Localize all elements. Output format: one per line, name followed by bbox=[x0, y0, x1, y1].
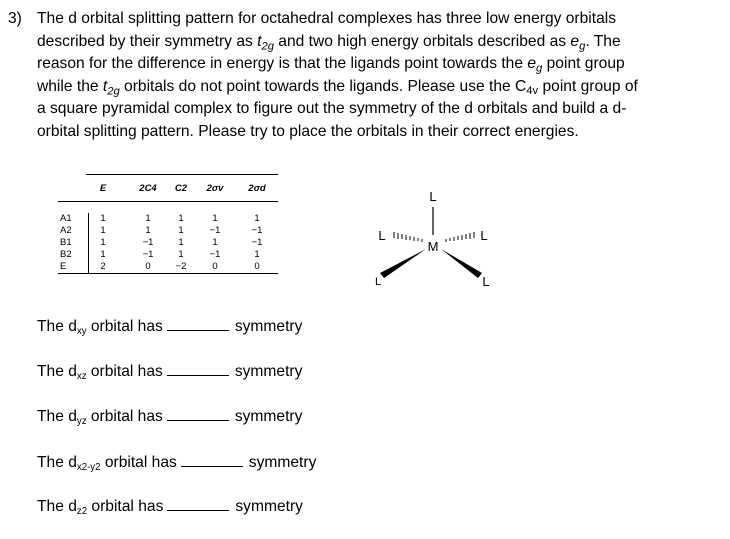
answer-blank[interactable] bbox=[167, 361, 229, 376]
question-line-5: a square pyramidal complex to figure out the symmetry of the d orbitals and build a d- bbox=[37, 100, 627, 118]
table-row bbox=[58, 261, 278, 274]
table-cell: −1 bbox=[142, 237, 154, 248]
table-cell: −1 bbox=[142, 249, 154, 260]
header-2c4: 2C4 bbox=[139, 183, 157, 194]
hashed-bond-right bbox=[446, 232, 474, 242]
table-row bbox=[58, 249, 278, 261]
question-line-6: orbital splitting pattern. Please try to place the orbitals in their correct energies. bbox=[37, 122, 579, 140]
ligand-bottom-left: L bbox=[374, 276, 382, 288]
row-label: E bbox=[60, 261, 67, 272]
row-label: A1 bbox=[60, 213, 72, 224]
ligand-left: L bbox=[378, 228, 386, 243]
table-cell: 1 bbox=[100, 249, 106, 260]
table-cell: 2 bbox=[100, 261, 106, 272]
wedge-bond-right bbox=[441, 249, 482, 278]
table-cell: 1 bbox=[100, 213, 106, 224]
metal-center: M bbox=[427, 239, 439, 254]
fill-in-dz2: The $d_{z2}$ orbital has symmetry bbox=[37, 498, 303, 517]
question-3 bbox=[8, 8, 720, 144]
ligand-bottom-right: L bbox=[482, 274, 490, 289]
table-cell: 1 bbox=[178, 237, 184, 248]
question-number: 3) bbox=[8, 10, 22, 27]
table-row bbox=[58, 213, 278, 225]
table-cell: −1 bbox=[209, 225, 221, 236]
question-line-1: The d orbital splitting pattern for octahedral complexes has three low energy orbitals bbox=[37, 10, 617, 27]
fill-in-dyz: The $d_{yz}$ orbital has symmetry bbox=[37, 408, 303, 427]
table-cell: 1 bbox=[212, 213, 218, 224]
fill-in-dxy: The $d_{xy}$ orbital has symmetry bbox=[37, 318, 303, 337]
table-top-rule bbox=[86, 174, 278, 175]
header-2sv: 2σv bbox=[206, 183, 224, 194]
table-row bbox=[58, 225, 278, 237]
table-cell: −1 bbox=[209, 249, 221, 260]
fill-in-dxz: The $d_{xz}$ orbital has symmetry bbox=[37, 363, 303, 382]
question-line-2: described by their symmetry as $t_{2g}$ and two high energy orbitals described as $e_g$. The bbox=[37, 32, 621, 52]
table-cell: −2 bbox=[175, 261, 187, 272]
table-cell: 0 bbox=[212, 261, 218, 272]
answer-blank[interactable] bbox=[181, 452, 243, 467]
table-row bbox=[58, 237, 278, 249]
wedge-bond-left bbox=[380, 249, 426, 278]
fill-in-dx2-y2: The $d_{x2-y2}$ orbital has symmetry bbox=[37, 454, 317, 473]
header-2sd: 2σd bbox=[248, 183, 266, 194]
table-cell: 0 bbox=[145, 261, 151, 272]
molecule-drawing bbox=[368, 183, 498, 295]
answer-blank[interactable] bbox=[167, 406, 229, 421]
answer-blank[interactable] bbox=[167, 496, 229, 511]
table-cell: 1 bbox=[145, 213, 151, 224]
header-c2: C2 bbox=[174, 183, 188, 194]
row-label: B2 bbox=[60, 249, 72, 260]
table-cell: 1 bbox=[254, 213, 260, 224]
question-text bbox=[37, 8, 720, 144]
table-cell: 1 bbox=[178, 225, 184, 236]
table-cell: 1 bbox=[178, 213, 184, 224]
question-line-4: while the $t_{2g}$ orbitals do not point towards the ligands. Please use the $C_{4v}$ point group of bbox=[37, 77, 638, 98]
row-label: A2 bbox=[60, 225, 72, 236]
table-cell: 1 bbox=[100, 225, 106, 236]
table-cell: 1 bbox=[254, 249, 260, 260]
table-cell: −1 bbox=[251, 237, 263, 248]
table-header-row bbox=[58, 183, 278, 202]
row-label: B1 bbox=[60, 237, 72, 248]
table-cell: 1 bbox=[212, 237, 218, 248]
table-cell: 0 bbox=[254, 261, 260, 272]
hashed-bond-left bbox=[394, 232, 422, 242]
table-cell: 1 bbox=[145, 225, 151, 236]
table-cell: 1 bbox=[100, 237, 106, 248]
header-e: E bbox=[99, 183, 107, 194]
table-cell: 1 bbox=[178, 249, 184, 260]
ligand-right: L bbox=[480, 228, 488, 243]
square-pyramidal-structure bbox=[368, 183, 498, 295]
ligand-top: L bbox=[429, 189, 437, 204]
answer-blank[interactable] bbox=[167, 316, 229, 331]
table-cell: −1 bbox=[251, 225, 263, 236]
question-line-3: reason for the difference in energy is that the ligands point towards the $e_g$ point group bbox=[37, 55, 625, 75]
